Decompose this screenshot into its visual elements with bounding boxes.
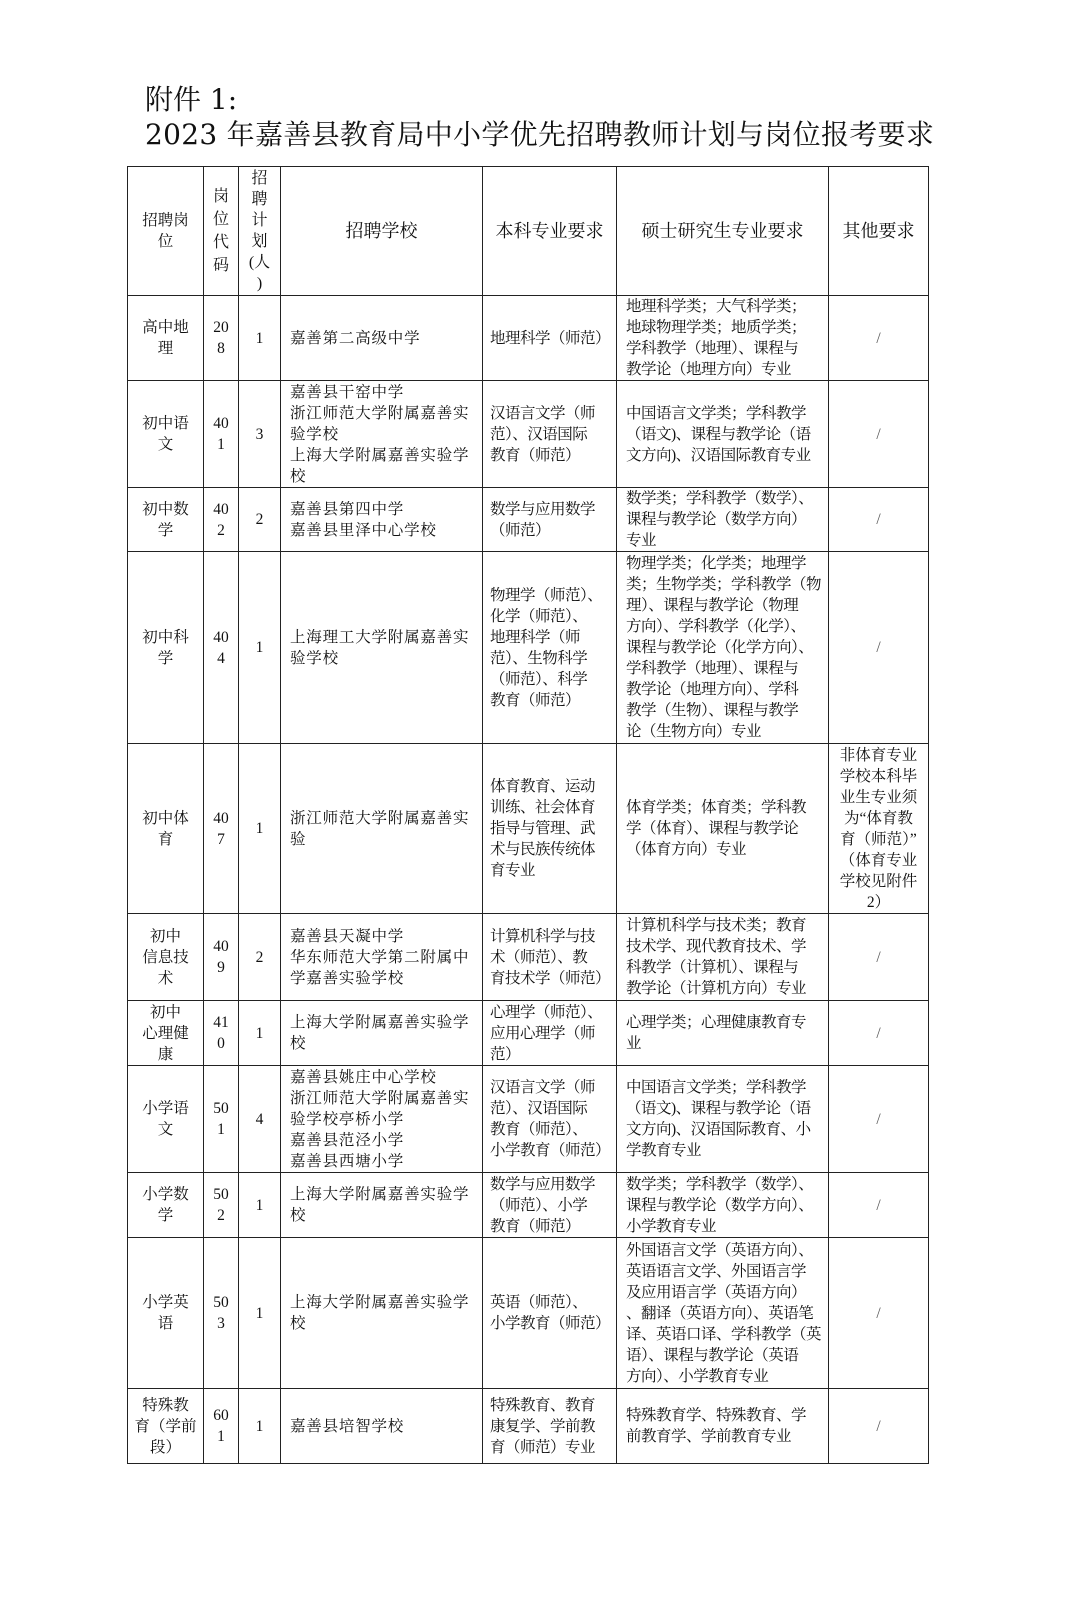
cell-bachelor-requirement: 心理学（师范）、 应用心理学（师 范） — [483, 1001, 617, 1066]
table-row — [128, 296, 929, 381]
header-code: 岗 位 代 码 — [204, 167, 239, 296]
cell-master-requirement: 数学类；学科教学（数学）、 课程与教学论（数学方向） 专业 — [617, 488, 829, 552]
cell-plan: 2 — [239, 914, 281, 1001]
cell-school: 嘉善县第四中学 嘉善县里泽中心学校 — [281, 488, 483, 552]
cell-master-requirement: 中国语言文学类；学科教学 （语文)、课程与教学论（语 文方向)、汉语国际教育、小 学教育专业 — [617, 1066, 829, 1173]
cell-plan: 4 — [239, 1066, 281, 1173]
cell-code: 50 1 — [204, 1066, 239, 1173]
table-row — [128, 381, 929, 488]
cell-plan: 1 — [239, 1173, 281, 1238]
cell-position: 初中科 学 — [128, 552, 204, 744]
cell-other-requirement: / — [829, 296, 929, 381]
cell-plan: 3 — [239, 381, 281, 488]
cell-plan: 2 — [239, 488, 281, 552]
attachment-label: 附件 1: — [145, 83, 238, 116]
cell-bachelor-requirement: 计算机科学与技 术（师范）、教 育技术学（师范） — [483, 914, 617, 1001]
cell-other-requirement: / — [829, 488, 929, 552]
cell-position: 小学英 语 — [128, 1238, 204, 1389]
cell-code: 40 4 — [204, 552, 239, 744]
cell-code: 40 7 — [204, 744, 239, 914]
cell-code: 50 3 — [204, 1238, 239, 1389]
cell-other-requirement: / — [829, 381, 929, 488]
cell-master-requirement: 物理学类；化学类；地理学 类；生物学类；学科教学（物 理）、课程与教学论（物理 方向）、学科教学（化学）、 课程与教学论（化学方向）、 学科教学（地理）、课程与 教学论（地理方向）、学科 教学（生物）、课程与教学 论（生物方向）专业 — [617, 552, 829, 744]
cell-bachelor-requirement: 数学与应用数学 （师范）、小学 教育（师范） — [483, 1173, 617, 1238]
cell-plan: 1 — [239, 744, 281, 914]
cell-school: 上海理工大学附属嘉善实 验学校 — [281, 552, 483, 744]
cell-position: 小学语 文 — [128, 1066, 204, 1173]
cell-position: 初中 信息技 术 — [128, 914, 204, 1001]
cell-code: 50 2 — [204, 1173, 239, 1238]
cell-plan: 1 — [239, 1001, 281, 1066]
header-bachelor-requirement: 本科专业要求 — [483, 167, 617, 296]
document-title: 2023 年嘉善县教育局中小学优先招聘教师计划与岗位报考要求 — [145, 118, 935, 151]
cell-position: 初中数 学 — [128, 488, 204, 552]
cell-plan: 1 — [239, 296, 281, 381]
cell-position: 小学数 学 — [128, 1173, 204, 1238]
header-master-requirement: 硕士研究生专业要求 — [617, 167, 829, 296]
table-row — [128, 1173, 929, 1238]
cell-school: 上海大学附属嘉善实验学 校 — [281, 1238, 483, 1389]
cell-other-requirement: / — [829, 914, 929, 1001]
table-row — [128, 488, 929, 552]
cell-code: 60 1 — [204, 1389, 239, 1464]
table-row — [128, 1066, 929, 1173]
cell-bachelor-requirement: 物理学（师范）、 化学（师范）、 地理科学（师 范）、生物科学 （师范）、科学 教育（师范） — [483, 552, 617, 744]
table-row — [128, 1001, 929, 1066]
table-row — [128, 1238, 929, 1389]
cell-master-requirement: 中国语言文学类；学科教学 （语文)、课程与教学论（语 文方向)、汉语国际教育专业 — [617, 381, 829, 488]
cell-bachelor-requirement: 地理科学（师范） — [483, 296, 617, 381]
cell-other-requirement: 非体育专业 学校本科毕 业生专业须 为“体育教 育（师范）” （体育专业 学校见附件 2） — [829, 744, 929, 914]
cell-code: 40 9 — [204, 914, 239, 1001]
table-header-row — [128, 167, 929, 296]
cell-other-requirement: / — [829, 1001, 929, 1066]
cell-master-requirement: 心理学类；心理健康教育专 业 — [617, 1001, 829, 1066]
cell-code: 20 8 — [204, 296, 239, 381]
cell-bachelor-requirement: 汉语言文学（师 范）、汉语国际 教育（师范）、 小学教育（师范） — [483, 1066, 617, 1173]
cell-school: 嘉善县姚庄中心学校 浙江师范大学附属嘉善实 验学校亭桥小学 嘉善县范泾小学 嘉善县西塘小学 — [281, 1066, 483, 1173]
cell-position: 初中 心理健 康 — [128, 1001, 204, 1066]
cell-bachelor-requirement: 特殊教育、教育 康复学、学前教 育（师范）专业 — [483, 1389, 617, 1464]
table-row — [128, 552, 929, 744]
cell-master-requirement: 外国语言文学（英语方向）、 英语语言文学、外国语言学 及应用语言学（英语方向） 、翻译（英语方向）、英语笔 译、英语口译、学科教学（英 语）、课程与教学论（英语 方向）、小学教育专业 — [617, 1238, 829, 1389]
cell-master-requirement: 数学类；学科教学（数学）、 课程与教学论（数学方向）、 小学教育专业 — [617, 1173, 829, 1238]
cell-bachelor-requirement: 英语（师范）、 小学教育（师范） — [483, 1238, 617, 1389]
table-row — [128, 914, 929, 1001]
cell-school: 嘉善县干窑中学 浙江师范大学附属嘉善实 验学校 上海大学附属嘉善实验学 校 — [281, 381, 483, 488]
cell-school: 上海大学附属嘉善实验学 校 — [281, 1001, 483, 1066]
cell-plan: 1 — [239, 552, 281, 744]
cell-other-requirement: / — [829, 1238, 929, 1389]
cell-school: 嘉善第二高级中学 — [281, 296, 483, 381]
cell-master-requirement: 地理科学类；大气科学类； 地球物理学类；地质学类； 学科教学（地理）、课程与 教学论（地理方向）专业 — [617, 296, 829, 381]
header-plan: 招 聘 计 划 (人 ) — [239, 167, 281, 296]
cell-bachelor-requirement: 数学与应用数学 （师范） — [483, 488, 617, 552]
cell-plan: 1 — [239, 1389, 281, 1464]
header-school: 招聘学校 — [281, 167, 483, 296]
cell-code: 40 2 — [204, 488, 239, 552]
cell-bachelor-requirement: 汉语言文学（师 范）、汉语国际 教育（师范） — [483, 381, 617, 488]
cell-bachelor-requirement: 体育教育、运动 训练、社会体育 指导与管理、武 术与民族传统体 育专业 — [483, 744, 617, 914]
cell-position: 高中地 理 — [128, 296, 204, 381]
cell-other-requirement: / — [829, 552, 929, 744]
cell-master-requirement: 体育学类；体育类；学科教 学（体育）、课程与教学论 （体育方向）专业 — [617, 744, 829, 914]
cell-code: 40 1 — [204, 381, 239, 488]
header-position: 招聘岗 位 — [128, 167, 204, 296]
cell-other-requirement: / — [829, 1173, 929, 1238]
cell-master-requirement: 特殊教育学、特殊教育、学 前教育学、学前教育专业 — [617, 1389, 829, 1464]
cell-code: 41 0 — [204, 1001, 239, 1066]
header-other-requirement: 其他要求 — [829, 167, 929, 296]
cell-school: 浙江师范大学附属嘉善实 验 — [281, 744, 483, 914]
recruitment-plan-table — [127, 166, 929, 1464]
table-row — [128, 1389, 929, 1464]
cell-position: 初中体 育 — [128, 744, 204, 914]
cell-school: 嘉善县培智学校 — [281, 1389, 483, 1464]
cell-position: 特殊教 育（学前 段） — [128, 1389, 204, 1464]
cell-position: 初中语 文 — [128, 381, 204, 488]
cell-master-requirement: 计算机科学与技术类；教育 技术学、现代教育技术、学 科教学（计算机）、课程与 教学论（计算机方向）专业 — [617, 914, 829, 1001]
table-row — [128, 744, 929, 914]
cell-other-requirement: / — [829, 1066, 929, 1173]
cell-school: 嘉善县天凝中学 华东师范大学第二附属中 学嘉善实验学校 — [281, 914, 483, 1001]
cell-other-requirement: / — [829, 1389, 929, 1464]
cell-school: 上海大学附属嘉善实验学 校 — [281, 1173, 483, 1238]
cell-plan: 1 — [239, 1238, 281, 1389]
